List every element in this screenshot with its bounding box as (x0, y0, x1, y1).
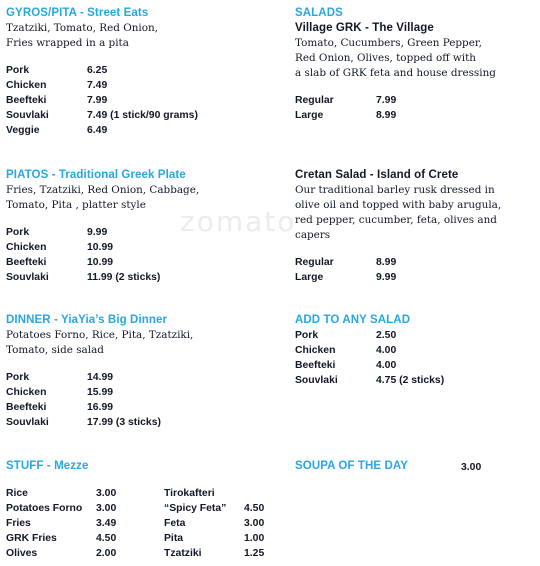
item-name: Souvlaki (6, 417, 49, 428)
item-name: Pork (6, 65, 30, 76)
item-name: Souvlaki (6, 110, 49, 121)
item-price: 1.00 (244, 533, 265, 544)
item-price: 4.50 (244, 503, 265, 514)
menu-row (6, 123, 198, 138)
menu-row (295, 255, 535, 270)
item-name: Large (295, 110, 324, 121)
mezze-list-left (6, 486, 116, 561)
menu-row (295, 108, 496, 123)
item-name: Pork (295, 330, 319, 341)
item-name: Feta (164, 518, 186, 529)
item-name: Fries (6, 518, 31, 529)
item-name: Souvlaki (6, 272, 49, 283)
item-price: 15.99 (87, 387, 114, 398)
cretan-title: Cretan Salad - Island of Crete (295, 169, 459, 181)
item-name: Veggie (6, 125, 40, 136)
menu-row (295, 270, 535, 285)
piatos-description (6, 183, 199, 213)
item-price: 6.49 (87, 125, 108, 136)
menu-row (295, 373, 444, 388)
menu-row (164, 546, 264, 561)
salads-title: SALADS (295, 7, 343, 19)
dinner-title: DINNER - YiaYia’s Big Dinner (6, 314, 168, 326)
dinner-section (6, 313, 193, 430)
item-price: 10.99 (87, 242, 114, 253)
menu-row (6, 240, 199, 255)
gyros-price-list (6, 63, 198, 138)
menu-row (6, 225, 199, 240)
piatos-desc-line: Tomato, Pita , platter style (6, 199, 146, 211)
menu-row (6, 546, 116, 561)
salads-section (295, 6, 496, 123)
item-price: 8.99 (376, 257, 397, 268)
item-price: 16.99 (87, 402, 114, 413)
menu-row (6, 255, 199, 270)
salads-desc-line: Tomato, Cucumbers, Green Pepper, (295, 37, 482, 49)
item-name: GRK Fries (6, 533, 57, 544)
gyros-section (6, 6, 198, 138)
menu-row (164, 486, 264, 501)
item-price: 1.25 (244, 548, 265, 559)
stuff-section (6, 459, 286, 566)
menu-row (295, 93, 496, 108)
add-to-salad-section (295, 313, 444, 388)
item-price: 11.99 (2 sticks) (87, 272, 161, 283)
soupa-price: 3.00 (461, 462, 482, 473)
item-name: Chicken (6, 242, 47, 253)
item-name: Beefteki (6, 402, 47, 413)
item-name: Rice (6, 488, 28, 499)
item-price: 8.99 (376, 110, 397, 121)
dinner-description (6, 328, 193, 358)
menu-row (164, 516, 264, 531)
menu-row (295, 358, 444, 373)
item-price: 4.00 (376, 360, 397, 371)
item-name: Pork (6, 227, 30, 238)
menu-row (6, 78, 198, 93)
menu-row (6, 400, 193, 415)
menu-row (6, 270, 199, 285)
item-name: Pork (6, 372, 30, 383)
item-price: 4.00 (376, 345, 397, 356)
menu-row (6, 516, 116, 531)
item-price: 7.49 (87, 80, 108, 91)
item-price: 9.99 (87, 227, 108, 238)
item-price: 2.00 (96, 548, 117, 559)
stuff-price-lists (6, 486, 286, 566)
item-name: Regular (295, 95, 334, 106)
menu-row (6, 415, 193, 430)
menu-row (164, 501, 264, 516)
item-name: Tirokafteri (164, 488, 215, 499)
item-name: Beefteki (295, 360, 336, 371)
menu-row (6, 531, 116, 546)
item-price: 4.50 (96, 533, 117, 544)
cretan-section (295, 168, 535, 285)
menu-row (6, 486, 116, 501)
gyros-description (6, 21, 198, 51)
item-name: Souvlaki (295, 375, 338, 386)
dinner-price-list (6, 370, 193, 430)
salads-price-list (295, 93, 496, 123)
dinner-desc-line: Tomato, side salad (6, 344, 104, 356)
gyros-desc-line: Fries wrapped in a pita (6, 37, 129, 49)
cretan-desc-line: olive oil and topped with baby arugula, (295, 199, 502, 211)
menu-row (6, 501, 116, 516)
item-price: 3.00 (96, 488, 117, 499)
item-price: 10.99 (87, 257, 114, 268)
piatos-desc-line: Fries, Tzatziki, Red Onion, Cabbage, (6, 184, 200, 196)
piatos-section (6, 168, 199, 285)
item-name: Potatoes Forno (6, 503, 83, 514)
menu-row (295, 328, 444, 343)
menu-row (6, 63, 198, 78)
item-name: Large (295, 272, 324, 283)
salads-desc-line: Red Onion, Olives, topped off with (295, 52, 476, 64)
dinner-desc-line: Potatoes Forno, Rice, Pita, Tzatziki, (6, 329, 194, 341)
cretan-description (295, 183, 535, 243)
item-price: 6.25 (87, 65, 108, 76)
item-name: Beefteki (6, 95, 47, 106)
item-name: Chicken (295, 345, 336, 356)
stuff-title: STUFF - Mezze (6, 460, 89, 472)
item-name: Pita (164, 533, 184, 544)
item-name: Olives (6, 548, 38, 559)
item-price: 2.50 (376, 330, 397, 341)
watermark: zomato (180, 205, 297, 238)
item-price: 7.99 (87, 95, 108, 106)
add-to-salad-title: ADD TO ANY SALAD (295, 314, 411, 326)
item-price: 3.49 (96, 518, 117, 529)
salads-desc-line: a slab of GRK feta and house dressing (295, 67, 496, 79)
menu-row (6, 370, 193, 385)
item-name: Chicken (6, 80, 47, 91)
menu-row (6, 108, 198, 123)
menu-row (6, 385, 193, 400)
cretan-desc-line: red pepper, cucumber, feta, olives and capers (295, 214, 497, 241)
item-price: 9.99 (376, 272, 397, 283)
item-name: Chicken (6, 387, 47, 398)
item-name: Beefteki (6, 257, 47, 268)
item-price: 14.99 (87, 372, 114, 383)
piatos-title: PIATOS - Traditional Greek Plate (6, 169, 186, 181)
gyros-desc-line: Tzatziki, Tomato, Red Onion, (6, 22, 158, 34)
item-name: “Spicy Feta” (164, 503, 227, 514)
menu-row (6, 93, 198, 108)
piatos-price-list (6, 225, 199, 285)
item-price: 17.99 (3 sticks) (87, 417, 161, 428)
salads-description (295, 36, 496, 81)
add-to-salad-price-list (295, 328, 444, 388)
item-name: Tzatziki (164, 548, 202, 559)
menu-row (295, 343, 444, 358)
soupa-section (295, 459, 481, 475)
item-price: 3.00 (244, 518, 265, 529)
item-name: Regular (295, 257, 334, 268)
soupa-title: SOUPA OF THE DAY (295, 460, 408, 472)
item-price: 7.99 (376, 95, 397, 106)
gyros-title: GYROS/PITA - Street Eats (6, 7, 149, 19)
cretan-price-list (295, 255, 535, 285)
item-price: 4.75 (2 sticks) (376, 375, 445, 386)
item-price: 7.49 (1 stick/90 grams) (87, 110, 198, 121)
mezze-list-right (164, 486, 264, 561)
menu-row (164, 531, 264, 546)
item-price: 3.00 (96, 503, 117, 514)
cretan-desc-line: Our traditional barley rusk dressed in (295, 184, 495, 196)
village-salad-subtitle: Village GRK - The Village (295, 22, 434, 34)
